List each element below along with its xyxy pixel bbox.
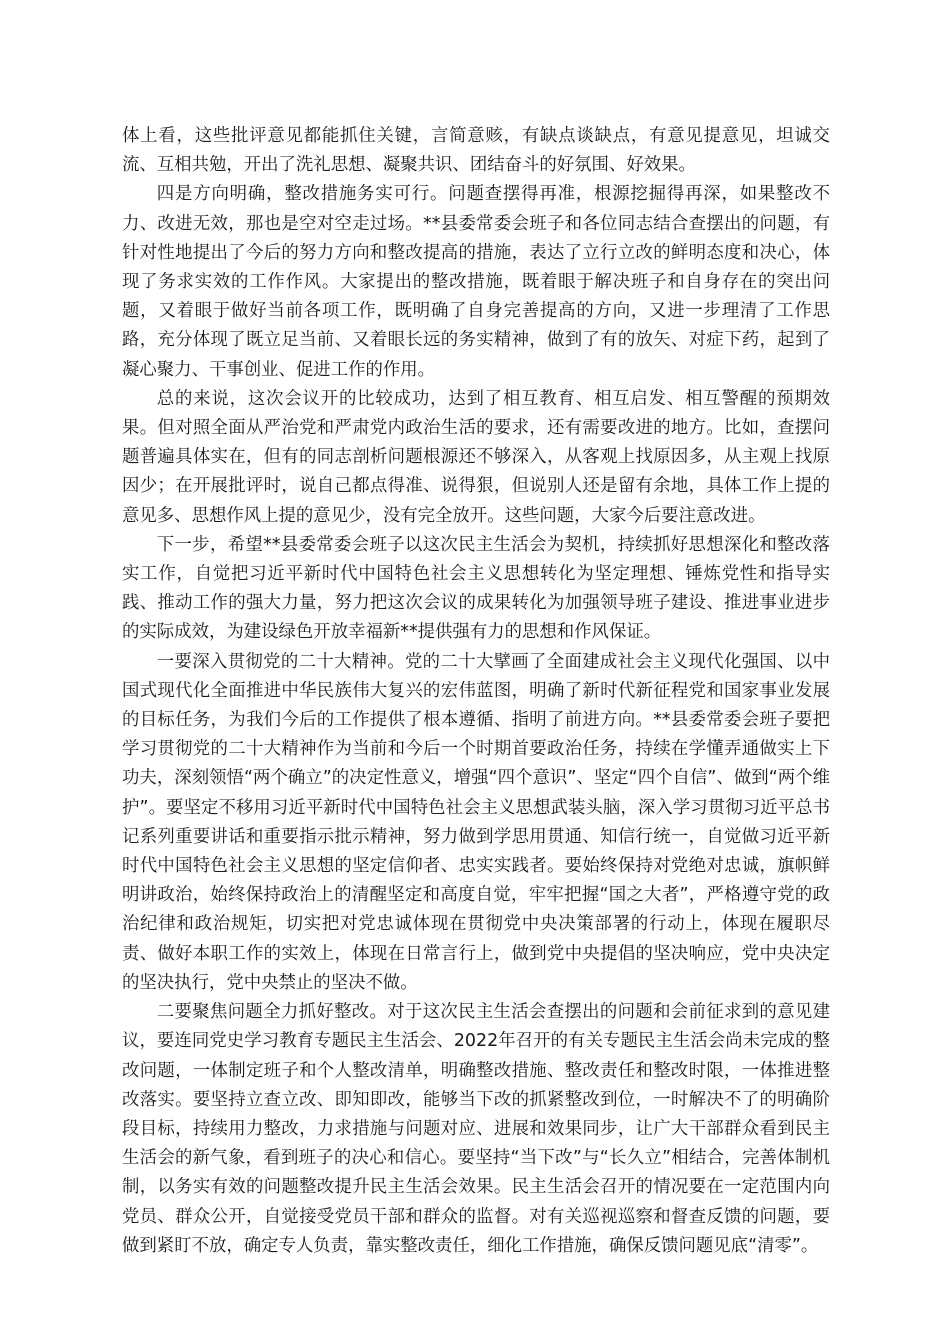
- paragraph-3: 总的来说，这次会议开的比较成功，达到了相互教育、相互启发、相互警醒的预期效果。但对照全面从严治党和严肃党内政治生活的要求，还有需要改进的地方。比如，查摆问题普遍具体实在，但有的同志剖析问题根源还不够深入，从客观上找原因多，从主观上找原因少；在开展批评时，说自己都点得准、说得狠，但说别人还是留有余地，具体工作上提的意见多、思想作风上提的意见少，没有完全放开。这些问题，大家今后要注意改进。: [122, 388, 830, 526]
- document-body: [122, 122, 830, 1261]
- paragraph-6: 二要聚焦问题全力抓好整改。对于这次民主生活会查摆出的问题和会前征求到的意见建议，要连同党史学习教育专题民主生活会、2022年召开的有关专题民主生活会尚未完成的整改问题，一体制定班子和个人整改清单，明确整改措施、整改责任和整改时限，一体推进整改落实。要坚持立查立改、即知即改，能够当下改的抓紧整改到位，一时解决不了的明确阶段目标，持续用力整改，力求措施与问题对应、进展和效果同步，让广大干部群众看到民主生活会的新气象，看到班子的决心和信心。要坚持“当下改”与“长久立”相结合，完善体制机制，以务实有效的问题整改提升民主生活会效果。民主生活会召开的情况要在一定范围内向党员、群众公开，自觉接受党员干部和群众的监督。对有关巡视巡察和督查反馈的问题，要做到紧盯不放，确定专人负责，靠实整改责任，细化工作措施，确保反馈问题见底“清零”。: [122, 1002, 830, 1256]
- paragraph-4: 下一步，希望**县委常委会班子以这次民主生活会为契机，持续抓好思想深化和整改落实工作，自觉把习近平新时代中国特色社会主义思想转化为坚定理想、锤炼党性和指导实践、推动工作的强大力量，努力把这次会议的成果转化为加强领导班子建设、推进事业进步的实际成效，为建设绿色开放幸福新**提供强有力的思想和作风保证。: [122, 534, 830, 643]
- paragraph-2: 四是方向明确，整改措施务实可行。问题查摆得再准，根源挖掘得再深，如果整改不力、改进无效，那也是空对空走过场。**县委常委会班子和各位同志结合查摆出的问题，有针对性地提出了今后的努力方向和整改提高的措施，表达了立行立改的鲜明态度和决心，体现了务求实效的工作作风。大家提出的整改措施，既着眼于解决班子和自身存在的突出问题，又着眼于做好当前各项工作，既明确了自身完善提高的方向，又进一步理清了工作思路，充分体现了既立足当前、又着眼长远的务实精神，做到了有的放矢、对症下药，起到了凝心聚力、干事创业、促进工作的作用。: [122, 184, 830, 380]
- paragraph-1: 体上看，这些批评意见都能抓住关键，言简意赅，有缺点谈缺点，有意见提意见，坦诚交流、互相共勉，开出了洗礼思想、凝聚共识、团结奋斗的好氛围、好效果。: [122, 126, 830, 176]
- paragraph-5: 一要深入贯彻党的二十大精神。党的二十大擘画了全面建成社会主义现代化强国、以中国式现代化全面推进中华民族伟大复兴的宏伟蓝图，明确了新时代新征程党和国家事业发展的目标任务，为我们今后的工作提供了根本遵循、指明了前进方向。**县委常委会班子要把学习贯彻党的二十大精神作为当前和今后一个时期首要政治任务，持续在学懂弄通做实上下功夫，深刻领悟“两个确立”的决定性意义，增强“四个意识”、坚定“四个自信”、做到“两个维护”。要坚定不移用习近平新时代中国特色社会主义思想武装头脑，深入学习贯彻习近平总书记系列重要讲话和重要指示批示精神，努力做到学思用贯通、知信行统一，自觉做习近平新时代中国特色社会主义思想的坚定信仰者、忠实实践者。要始终保持对党绝对忠诚，旗帜鲜明讲政治，始终保持政治上的清醒坚定和高度自觉，牢牢把握“国之大者”，严格遵守党的政治纪律和政治规矩，切实把对党忠诚体现在贯彻党中央决策部署的行动上，体现在履职尽责、做好本职工作的实效上，体现在日常言行上，做到党中央提倡的坚决响应，党中央决定的坚决执行，党中央禁止的坚决不做。: [122, 651, 830, 993]
